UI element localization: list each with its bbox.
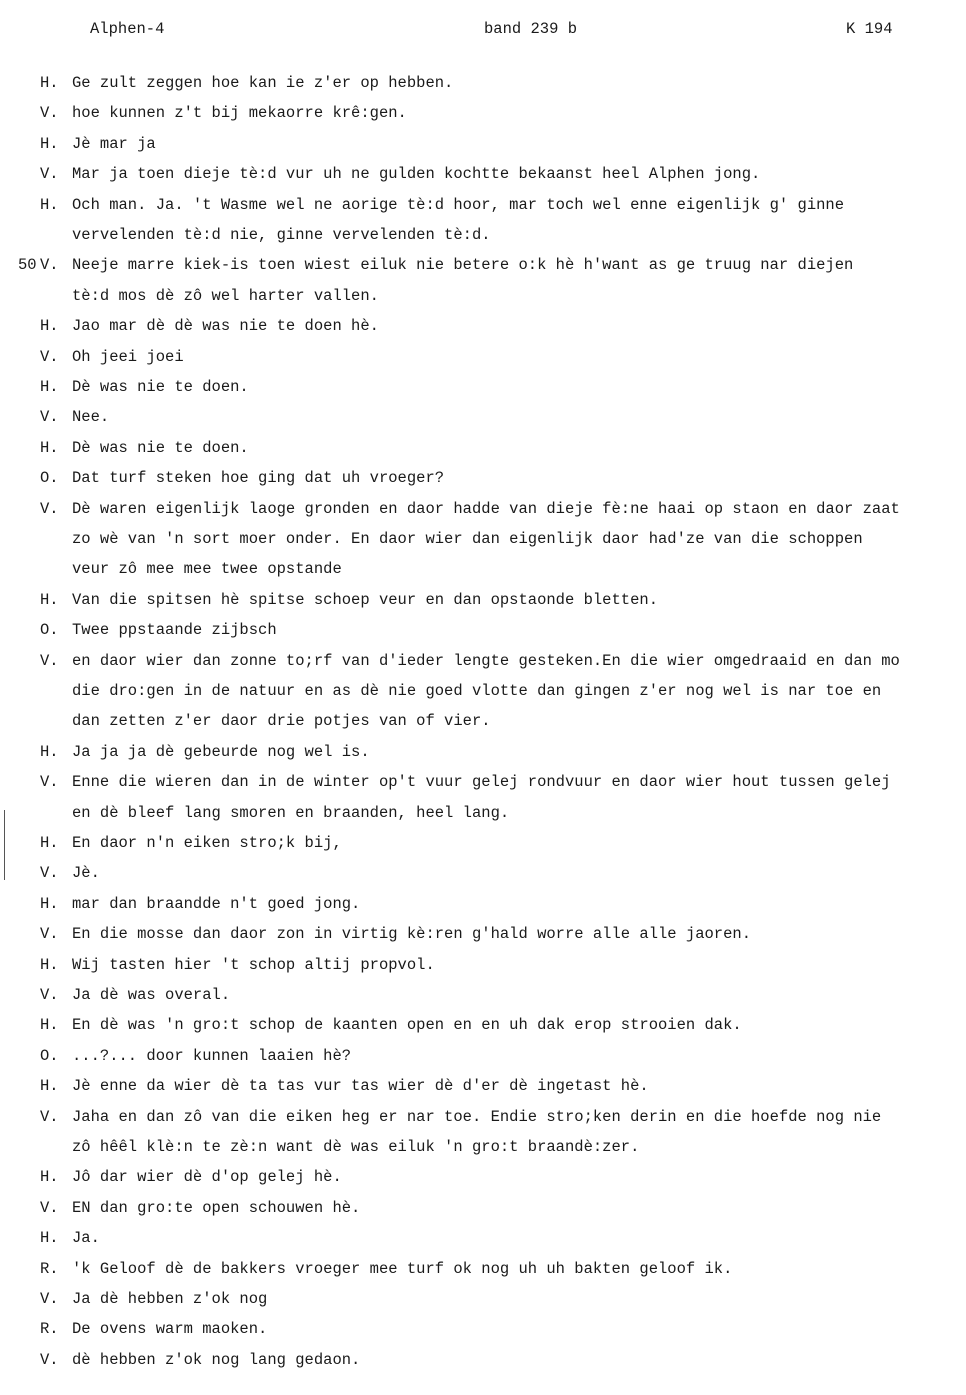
speaker-label: H. [40, 894, 59, 913]
speaker-label: H. [40, 834, 59, 852]
utterance-line: Jè enne da wier dè ta tas vur tas wier dè d'er dè ingetast hè. [72, 1077, 649, 1096]
utterance-line: Ge zult zeggen hoe kan ie z'er op hebben. [72, 74, 454, 92]
speaker-label: H. [40, 955, 59, 974]
utterance-line: Dè was nie te doen. [72, 438, 249, 457]
speaker-label: O. [40, 621, 59, 640]
speaker-label: H. [40, 438, 59, 457]
utterance-line: Enne die wieren dan in de winter op't vuur gelej rondvuur en daor wier hout tussen gelej [72, 773, 891, 792]
speaker-label: V. [40, 499, 59, 518]
speaker-label: H. [40, 590, 59, 609]
speaker-label: H. [40, 742, 59, 761]
speaker-label: V. [40, 986, 59, 1004]
utterance-line: En daor n'n eiken stro;k bij, [72, 834, 342, 852]
utterance-line: zô hêêl klè:n te zè:n want dè was eiluk 'n gro:t braandè:zer. [72, 1138, 640, 1156]
utterance-line: Jô dar wier dè d'op gelej hè. [72, 1168, 342, 1187]
utterance-line: De ovens warm maoken. [72, 1320, 268, 1339]
speaker-label: R. [40, 1320, 59, 1339]
speaker-label: H. [40, 317, 59, 336]
speaker-label: V. [40, 864, 59, 883]
utterance-line: En dè was 'n gro:t schop de kaanten open en en uh dak erop strooien dak. [72, 1016, 742, 1035]
speaker-label: V. [40, 1350, 59, 1369]
utterance-line: die dro:gen in de natuur en as dè nie goed vlotte dan gingen z'er nog wel is nar toe en [72, 682, 882, 700]
speaker-label: H. [40, 1077, 59, 1096]
utterance-line: mar dan braandde n't goed jong. [72, 894, 361, 913]
utterance-line: Ja ja ja dè gebeurde nog wel is. [72, 742, 370, 761]
speaker-label: H. [40, 134, 59, 153]
header-center: band 239 b [484, 20, 578, 38]
utterance-line: ...?... door kunnen laaien hè? [72, 1046, 352, 1065]
speaker-label: V. [40, 256, 59, 275]
speaker-label: V. [40, 1290, 59, 1308]
speaker-label: R. [40, 1259, 59, 1278]
speaker-label: H. [40, 1016, 59, 1035]
utterance-line: Oh jeei joei [72, 347, 184, 366]
speaker-label: H. [40, 195, 59, 214]
utterance-line: Mar ja toen dieje tè:d vur uh ne gulden kochtte bekaanst heel Alphen jong. [72, 165, 761, 184]
speaker-label: V. [40, 165, 59, 184]
utterance-line: Twee ppstaande zijbsch [72, 621, 277, 640]
utterance-line: Dè was nie te doen. [72, 378, 249, 396]
utterance-line: En die mosse dan daor zon in virtig kè:ren g'hald worre alle alle jaoren. [72, 925, 752, 944]
speaker-label: O. [40, 1046, 59, 1065]
utterance-line: hoe kunnen z't bij mekaorre krê:gen. [72, 104, 407, 123]
speaker-label: V. [40, 651, 59, 670]
utterance-line: Jaha en dan zô van die eiken heg er nar toe. Endie stro;ken derin en die hoefde nog nie [72, 1107, 882, 1126]
header-left: Alphen-4 [90, 20, 165, 38]
utterance-line: Neeje marre kiek-is toen wiest eiluk nie betere o:k hè h'want as ge truug nar diejen [72, 256, 854, 275]
utterance-line: Ja dè was overal. [72, 986, 231, 1004]
utterance-line: 'k Geloof dè de bakkers vroeger mee turf ok nog uh uh bakten geloof ik. [72, 1259, 733, 1278]
utterance-line: Jè mar ja [72, 134, 156, 153]
speaker-label: O. [40, 469, 59, 488]
utterance-line: vervelenden tè:d nie, ginne vervelenden tè:d. [72, 226, 491, 244]
utterance-line: Nee. [72, 408, 110, 427]
utterance-line: veur zô mee mee twee opstande [72, 560, 342, 579]
utterance-line: Wij tasten hier 't schop altij propvol. [72, 955, 435, 974]
utterance-line: en daor wier dan zonne to;rf van d'ieder lengte gesteken.En die wier omgedraaid en dan mo [72, 651, 900, 670]
speaker-label: V. [40, 925, 59, 944]
utterance-line: Och man. Ja. 't Wasme wel ne aorige tè:d hoor, mar toch wel enne eigenlijk g' ginne [72, 195, 845, 214]
utterance-line: Ja dè hebben z'ok nog [72, 1290, 268, 1308]
speaker-label: H. [40, 378, 59, 396]
speaker-label: V. [40, 408, 59, 427]
speaker-label: V. [40, 104, 59, 123]
speaker-label: V. [40, 347, 59, 366]
header-right: K 194 [846, 20, 893, 38]
speaker-label: H. [40, 1168, 59, 1187]
utterance-line: EN dan gro:te open schouwen hè. [72, 1198, 361, 1217]
speaker-label: V. [40, 1198, 59, 1217]
utterance-line: Dat turf steken hoe ging dat uh vroeger? [72, 469, 445, 488]
utterance-line: Jao mar dè dè was nie te doen hè. [72, 317, 379, 336]
utterance-line: Ja. [72, 1229, 100, 1248]
speaker-label: V. [40, 1107, 59, 1126]
speaker-label: H. [40, 1229, 59, 1248]
utterance-line: Jè. [72, 864, 100, 883]
line-number: 50 [18, 256, 37, 275]
speaker-label: H. [40, 74, 59, 92]
utterance-line: zo wè van 'n sort moer onder. En daor wier dan eigenlijk daor had'ze van die schoppen [72, 530, 863, 548]
utterance-line: Dè waren eigenlijk laoge gronden en daor hadde van dieje fè:ne haai op staon en daor zaat [72, 499, 900, 518]
utterance-line: Van die spitsen hè spitse schoep veur en dan opstaonde bletten. [72, 590, 658, 609]
utterance-line: dan zetten z'er daor drie potjes van of vier. [72, 712, 491, 731]
utterance-line: tè:d mos dè zô wel harter vallen. [72, 286, 379, 305]
utterance-line: dè hebben z'ok nog lang gedaon. [72, 1350, 361, 1369]
speaker-label: V. [40, 773, 59, 792]
utterance-line: en dè bleef lang smoren en braanden, heel lang. [72, 803, 510, 822]
scan-mark [4, 810, 5, 880]
